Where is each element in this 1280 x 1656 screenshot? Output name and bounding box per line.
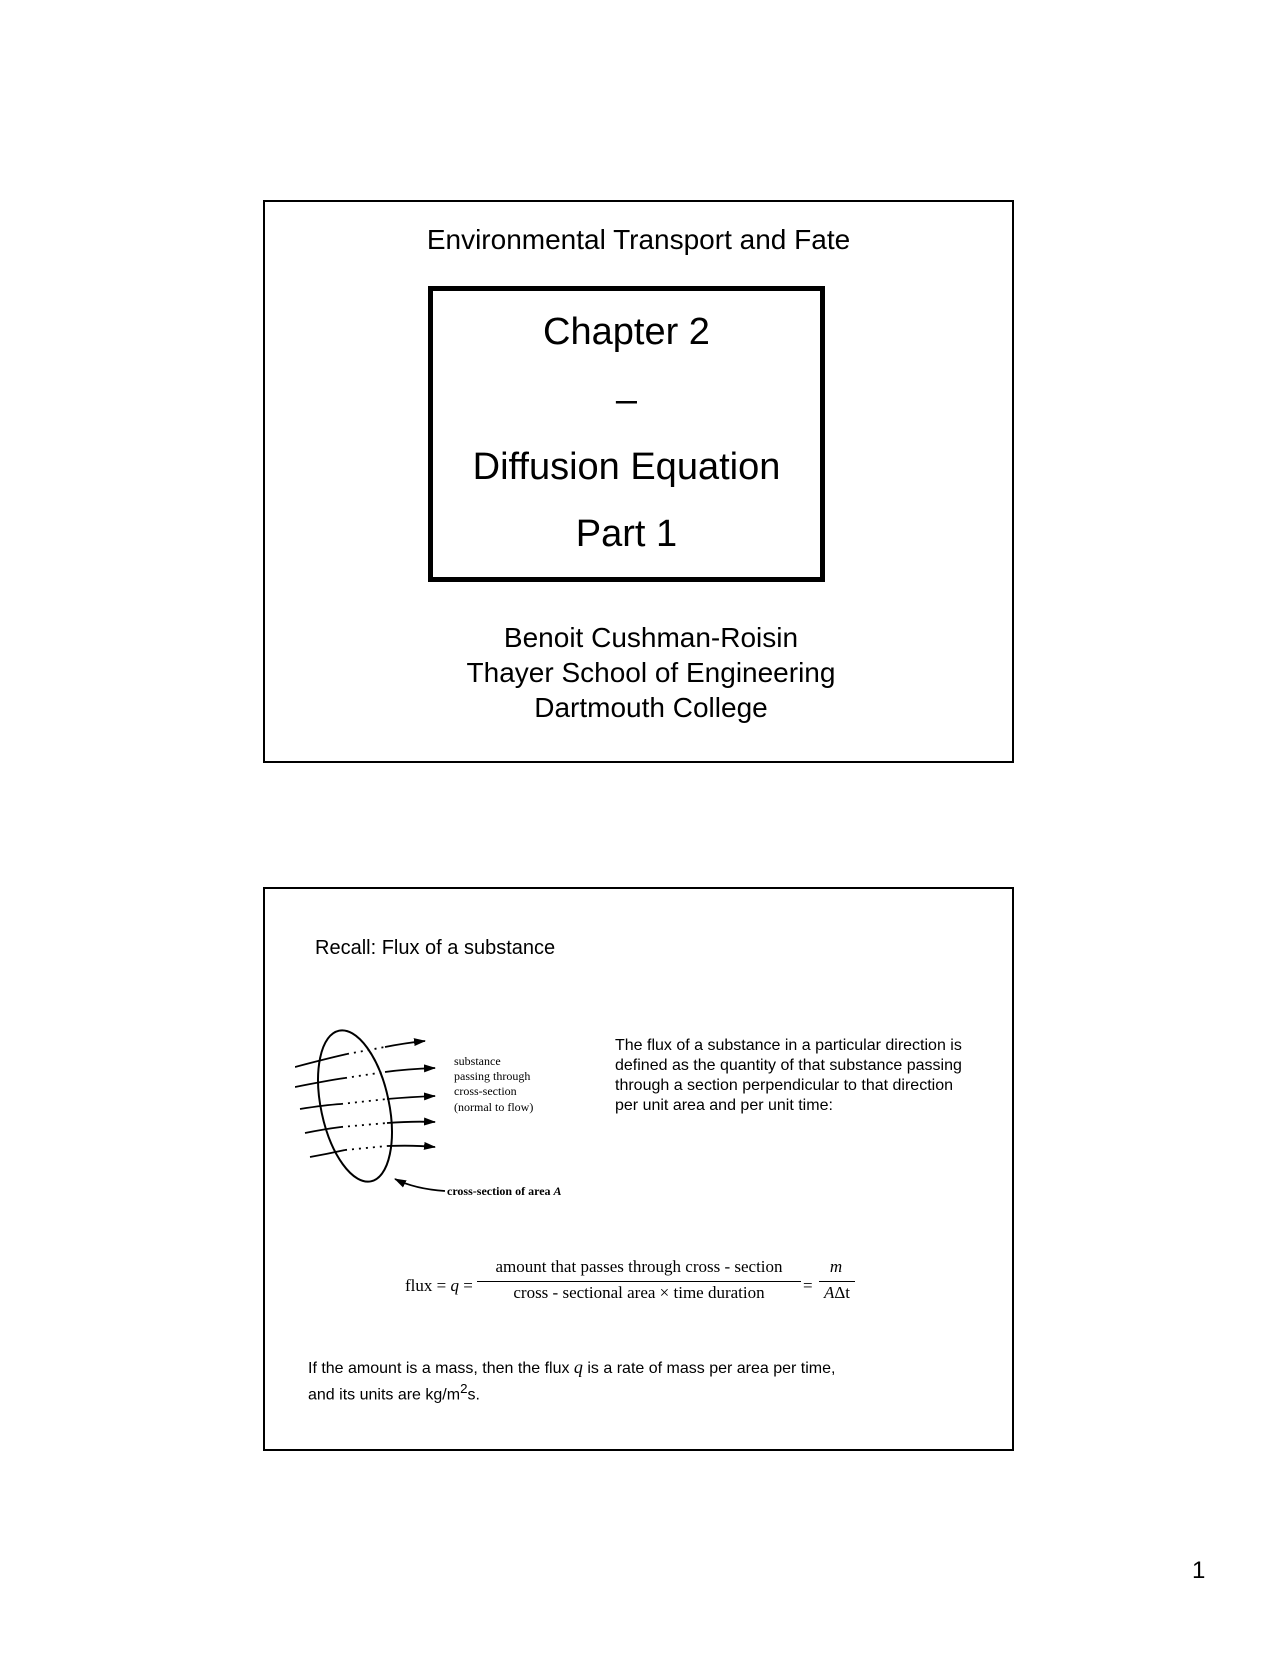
flow-line xyxy=(305,1127,341,1133)
flow-arrow xyxy=(385,1041,425,1047)
formula-lhs-symbol: q xyxy=(450,1276,459,1295)
fraction-bar xyxy=(477,1281,801,1282)
flux-formula xyxy=(405,1257,865,1317)
flow-arrow xyxy=(385,1068,435,1072)
author-name: Benoit Cushman-Roisin xyxy=(503,622,799,653)
author-block xyxy=(265,620,1012,725)
fraction-bar xyxy=(819,1281,855,1282)
title-slide xyxy=(263,200,1014,763)
chapter-dash: – xyxy=(615,379,638,421)
area-label xyxy=(447,1184,562,1198)
units-text-part: If the amount is a mass, then the flux xyxy=(308,1360,574,1377)
area-pointer-arrow xyxy=(395,1179,445,1191)
units-text-part: s. xyxy=(467,1386,480,1404)
author-school: Thayer School of Engineering xyxy=(466,657,836,688)
chapter-number: Chapter 2 xyxy=(543,311,710,353)
flux-symbol: q xyxy=(573,1357,583,1377)
area-symbol: A xyxy=(553,1184,562,1198)
page-number: 1 xyxy=(1192,1557,1206,1584)
diagram-label-line: cross-section xyxy=(454,1084,517,1098)
units-explanation xyxy=(308,1357,958,1405)
formula-rhs-numerator: m xyxy=(829,1257,843,1276)
formula-rhs-denominator xyxy=(819,1283,855,1303)
formula-numerator: amount that passes through cross - section xyxy=(495,1257,783,1276)
rhs-area-symbol: A xyxy=(823,1283,835,1302)
flow-line xyxy=(310,1150,345,1157)
diagram-label-line: (normal to flow) xyxy=(454,1100,534,1114)
units-text-part: is a rate of mass per area per time, xyxy=(582,1360,836,1377)
flux-definition: The flux of a substance in a particular direction is defined as the quantity of that substance passing through a section perpendicular to that direction per unit area and per unit time: xyxy=(615,1037,962,1114)
slide-heading: Recall: Flux of a substance xyxy=(315,937,556,959)
formula-lhs: flux = q = xyxy=(405,1276,473,1295)
chapter-part: Part 1 xyxy=(575,513,678,555)
chapter-title: Diffusion Equation xyxy=(472,446,781,488)
flow-arrow xyxy=(387,1096,435,1099)
diagram-label-line: substance xyxy=(454,1054,501,1068)
diagram-label-line: passing through xyxy=(454,1069,531,1083)
course-title: Environmental Transport and Fate xyxy=(426,224,851,255)
formula-denominator: cross - sectional area × time duration xyxy=(513,1283,765,1302)
area-label-prefix: cross-section of area xyxy=(447,1184,551,1198)
flow-line xyxy=(295,1078,345,1087)
flow-arrow xyxy=(387,1146,435,1147)
chapter-title-box xyxy=(428,286,825,582)
formula-lhs-word: flux xyxy=(405,1276,433,1295)
units-text-part: and its units are kg/m xyxy=(308,1386,461,1404)
flux-slide xyxy=(263,887,1014,1451)
rhs-delta-t: Δt xyxy=(834,1283,851,1302)
units-superscript: 2 xyxy=(460,1381,468,1396)
equals-sign: = xyxy=(803,1276,813,1295)
flux-cross-section-diagram xyxy=(295,1029,595,1199)
flow-arrow xyxy=(387,1122,435,1123)
author-college: Dartmouth College xyxy=(534,692,768,723)
